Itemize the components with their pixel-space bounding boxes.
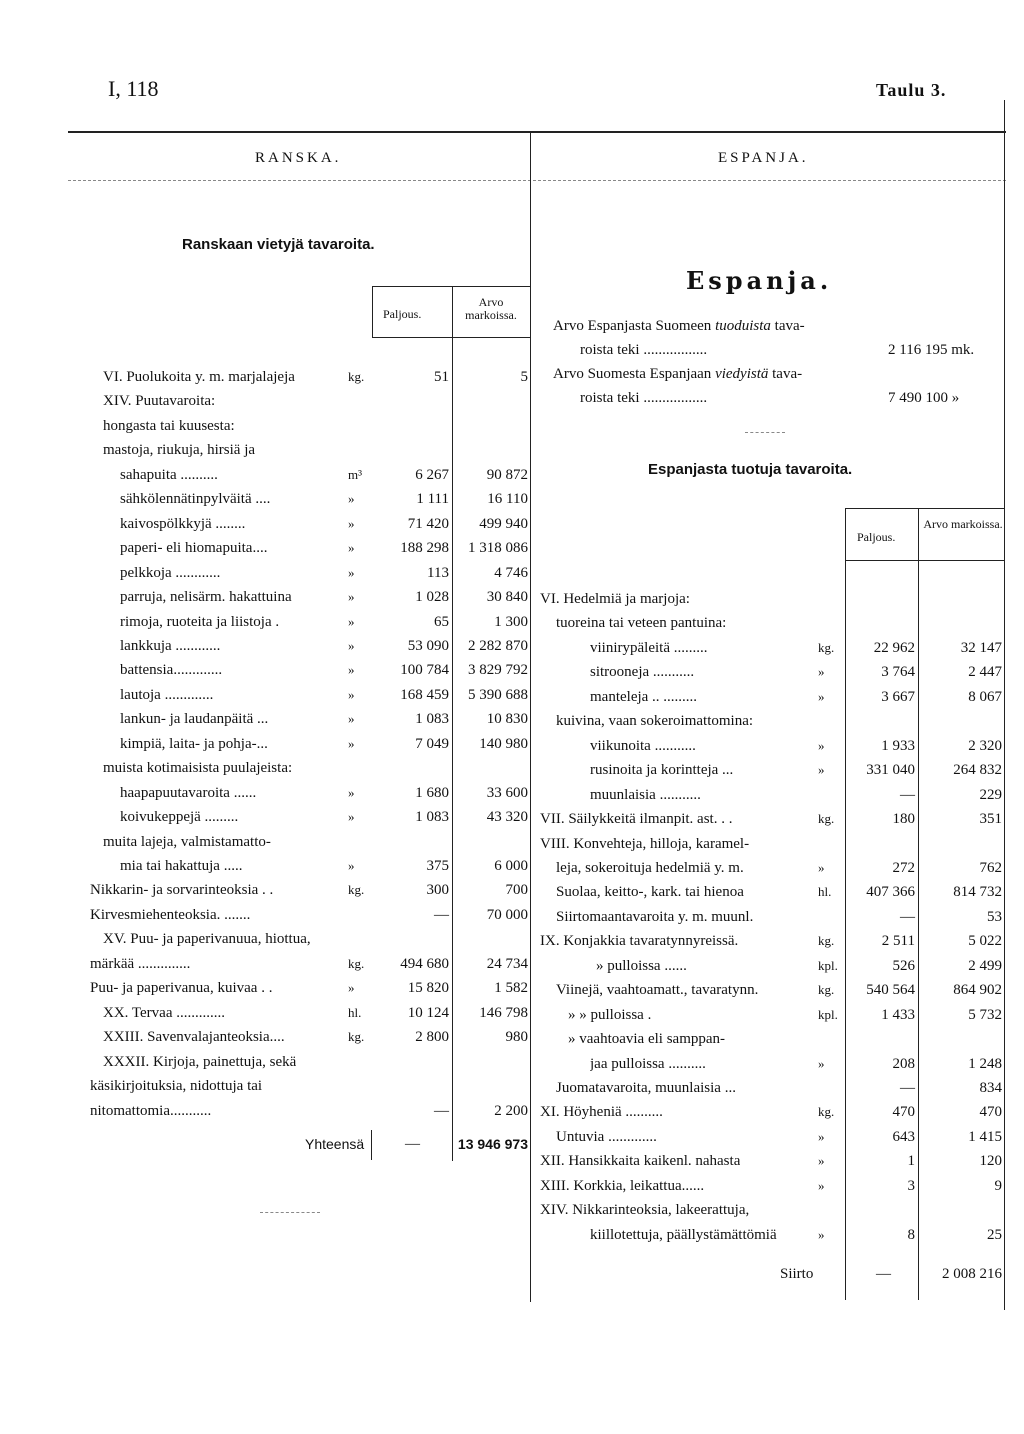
- left-row-label: pelkkoja ............: [120, 564, 221, 581]
- right-row-label: VIII. Konvehteja, hilloja, karamel-: [540, 835, 750, 852]
- right-row-label: Siirtomaantavaroita y. m. muunl.: [556, 908, 754, 925]
- right-row-label: XI. Höyheniä ..........: [540, 1104, 663, 1121]
- right-row-value: 53: [987, 908, 1002, 925]
- right-row-unit: kg.: [818, 1104, 835, 1120]
- right-row-quantity: 1 933: [881, 737, 915, 754]
- left-row-value: 24 734: [486, 955, 528, 972]
- left-col-value-header-text: Arvo markoissa.: [465, 295, 517, 322]
- right-section-title: Espanjasta tuotuja tavaroita.: [648, 461, 853, 478]
- right-row-label: XIV. Nikkarinteoksia, lakeerattuja,: [540, 1202, 750, 1219]
- left-row-unit: »: [348, 809, 355, 825]
- right-row-unit: kpl.: [818, 957, 838, 973]
- left-row-label: muita lajeja, valmistamatto-: [103, 833, 271, 850]
- summary-line-continued: roista teki .................: [580, 390, 708, 406]
- left-row-label: lautoja .............: [120, 686, 214, 703]
- left-row-unit: »: [348, 980, 355, 996]
- left-row-unit: »: [348, 711, 355, 727]
- right-row-label: » » pulloissa .: [568, 1006, 652, 1023]
- left-row-value: 5 390 688: [468, 686, 528, 703]
- left-row-unit: »: [348, 564, 355, 580]
- right-row-quantity: 8: [907, 1226, 915, 1243]
- left-row-value: 146 798: [479, 1004, 528, 1021]
- right-row-unit: »: [818, 1226, 825, 1242]
- right-row-unit: »: [818, 762, 825, 778]
- summary-value: 2 116 195 mk.: [888, 342, 975, 358]
- right-row-value: 2 320: [968, 737, 1002, 754]
- right-row-quantity: 3 667: [881, 688, 915, 705]
- left-row-quantity: 1 028: [415, 589, 449, 606]
- left-row-quantity: 168 459: [400, 686, 449, 703]
- left-row-quantity: 51: [434, 369, 449, 385]
- left-row-value: 499 940: [479, 515, 528, 532]
- left-col-quantity-header: Paljous.: [383, 307, 422, 321]
- left-row-unit: »: [348, 686, 355, 702]
- right-row-label: Untuvia .............: [556, 1128, 657, 1145]
- right-total-qty: —: [876, 1266, 891, 1282]
- right-col-value-header: [922, 518, 1004, 531]
- left-section-title: Ranskaan vietyjä tavaroita.: [182, 236, 375, 253]
- left-row-unit: »: [348, 662, 355, 678]
- right-row-label: » vaahtoavia eli samppan-: [568, 1031, 726, 1048]
- right-title: Espanja.: [686, 266, 833, 295]
- right-row-value: 8 067: [968, 688, 1002, 705]
- left-row-quantity: 100 784: [400, 662, 449, 679]
- right-row-quantity: —: [900, 1080, 915, 1096]
- right-row-value: 864 902: [953, 982, 1002, 999]
- left-row-unit: »: [348, 735, 355, 751]
- summary-line-emphasis: viedyistä: [715, 366, 769, 382]
- left-row-unit: »: [348, 515, 355, 531]
- right-row-quantity: 1 433: [881, 1006, 915, 1023]
- right-row-quantity: 470: [892, 1104, 915, 1121]
- left-row-quantity: 6 267: [415, 466, 449, 483]
- left-row-quantity: 2 800: [415, 1029, 449, 1046]
- right-row-label: Viinejä, vaahtoamatt., tavaratynn.: [556, 982, 759, 999]
- right-row-value: 1 248: [968, 1055, 1002, 1072]
- right-row-value: 9: [994, 1177, 1002, 1194]
- left-row-unit: kg.: [348, 1029, 365, 1045]
- left-row-label: muista kotimaisista puulajeista:: [103, 760, 293, 777]
- right-row-label: » pulloissa ......: [596, 957, 687, 974]
- left-total-value: 13 946 973: [457, 1136, 528, 1152]
- left-col-header-bottom: [372, 337, 530, 338]
- right-row-label: Juomatavaroita, muunlaisia ...: [556, 1080, 736, 1096]
- right-row-value: 120: [979, 1153, 1002, 1170]
- left-row-quantity: —: [434, 906, 449, 923]
- right-row-label: rusinoita ja korintteja ...: [590, 762, 734, 779]
- left-row-quantity: 15 820: [407, 980, 449, 997]
- left-col-divider-1: [372, 286, 373, 338]
- right-row-quantity: 180: [892, 811, 915, 828]
- left-total-qty: —: [405, 1136, 420, 1152]
- right-row-value: 229: [979, 786, 1002, 803]
- right-row-unit: »: [818, 1177, 825, 1193]
- left-row-value: 5: [520, 369, 528, 385]
- right-row-unit: kg.: [818, 639, 835, 655]
- left-row-label: koivukeppejä .........: [120, 809, 239, 826]
- right-row-value: 264 832: [953, 762, 1002, 779]
- summary-rule: [745, 432, 785, 433]
- right-row-unit: kg.: [818, 982, 835, 998]
- right-row-value: 25: [987, 1226, 1002, 1243]
- right-row-quantity: 331 040: [866, 762, 915, 779]
- right-row-label: tuoreina tai veteen pantuina:: [556, 615, 727, 632]
- left-row-quantity: 494 680: [400, 955, 449, 972]
- left-row-label: haapapuutavaroita ......: [120, 784, 257, 801]
- left-row-label: nitomattomia...........: [90, 1102, 212, 1119]
- right-row-label: kuivina, vaan sokeroimattomina:: [556, 713, 754, 730]
- left-row-label: Nikkarin- ja sorvarinteoksia . .: [90, 882, 274, 899]
- right-row-unit: »: [818, 859, 825, 875]
- right-row-value: 470: [979, 1104, 1002, 1121]
- right-row-label: manteleja .. .........: [590, 688, 698, 705]
- left-row-label: XXXII. Kirjoja, painettuja, sekä: [103, 1053, 297, 1070]
- right-row-label: Suolaa, keitto-, kark. tai hienoa: [556, 884, 744, 901]
- left-row-quantity: 1 083: [415, 711, 449, 728]
- right-row-quantity: 22 962: [873, 639, 915, 656]
- left-row-quantity: 1 680: [415, 784, 449, 801]
- right-row-label: muunlaisia ...........: [590, 786, 701, 803]
- left-row-value: 700: [505, 882, 528, 899]
- left-row-value: 4 746: [494, 564, 528, 581]
- left-row-label: käsikirjoituksia, nidottuja tai: [90, 1078, 263, 1095]
- left-row-label: Kirvesmiehenteoksia. .......: [90, 906, 251, 923]
- left-row-label: lankkuja ............: [120, 637, 221, 654]
- right-row-quantity: 2 511: [881, 933, 915, 950]
- summary-line-end: tava-: [768, 366, 803, 382]
- left-row-value: 10 830: [486, 711, 528, 728]
- left-row-value: 6 000: [494, 858, 528, 874]
- left-row-value: 3 829 792: [468, 662, 528, 679]
- left-row-quantity: 71 420: [407, 515, 449, 532]
- right-total-value: 2 008 216: [942, 1266, 1002, 1282]
- table-number: Taulu 3.: [876, 80, 947, 100]
- right-row-value: 834: [979, 1080, 1002, 1096]
- left-row-label: kaivospölkkyjä ........: [120, 515, 246, 532]
- right-row-unit: »: [818, 664, 825, 680]
- left-row-value: 1 318 086: [468, 540, 528, 557]
- left-row-unit: »: [348, 858, 355, 873]
- right-row-unit: »: [818, 1055, 825, 1071]
- right-border: [1004, 100, 1005, 1310]
- left-row-quantity: 7 049: [415, 735, 449, 752]
- right-row-label: jaa pulloissa ..........: [590, 1055, 706, 1072]
- left-total-divider: [371, 1130, 372, 1160]
- right-row-unit: »: [818, 1128, 825, 1144]
- left-row-label: XXIII. Savenvalajanteoksia....: [103, 1029, 285, 1046]
- left-row-value: 980: [505, 1029, 528, 1046]
- left-row-value: 90 872: [486, 466, 528, 483]
- left-row-value: 33 600: [486, 784, 528, 801]
- right-row-unit: kg.: [818, 811, 835, 827]
- left-row-unit: kg.: [348, 369, 365, 384]
- right-row-quantity: 526: [892, 957, 915, 974]
- left-row-unit: »: [348, 613, 355, 629]
- right-row-label: leja, sokeroituja hedelmiä y. m.: [556, 859, 744, 876]
- left-row-quantity: 375: [426, 858, 449, 874]
- right-row-quantity: 272: [892, 859, 915, 876]
- right-col-quantity-header: Paljous.: [857, 530, 896, 544]
- left-row-quantity: 188 298: [400, 540, 449, 557]
- middle-divider: [530, 132, 531, 1302]
- right-row-quantity: 3 764: [881, 664, 915, 681]
- right-row-label: viikunoita ...........: [590, 737, 696, 754]
- left-row-quantity: —: [434, 1102, 449, 1119]
- page-number: I, 118: [108, 76, 159, 101]
- country-header-right: ESPANJA.: [718, 150, 809, 166]
- summary-value: 7 490 100 »: [888, 390, 960, 406]
- left-row-label: märkää ..............: [90, 955, 191, 972]
- left-row-unit: »: [348, 784, 355, 800]
- left-row-value: 16 110: [487, 491, 528, 508]
- left-row-label: mastoja, riukuja, hirsiä ja: [103, 442, 256, 459]
- left-row-label: rimoja, ruoteita ja liistoja .: [120, 613, 280, 630]
- left-row-quantity: 1 111: [416, 491, 449, 508]
- left-row-quantity: 10 124: [407, 1004, 449, 1021]
- left-row-unit: »: [348, 637, 355, 653]
- right-row-unit: hl.: [818, 884, 832, 900]
- left-row-label: parruja, nelisärm. hakattuina: [120, 589, 292, 606]
- right-row-label: VII. Säilykkeitä ilmanpit. ast. . .: [540, 811, 733, 828]
- right-row-quantity: 643: [892, 1128, 915, 1145]
- right-row-value: 351: [979, 811, 1002, 828]
- right-row-value: 2 447: [968, 664, 1002, 681]
- left-row-label: XX. Tervaa .............: [103, 1004, 225, 1021]
- right-row-quantity: 540 564: [866, 982, 915, 999]
- left-total-label: Yhteensä: [305, 1136, 365, 1152]
- left-row-label: lankun- ja laudanpäitä ...: [120, 711, 269, 728]
- right-row-label: IX. Konjakkia tavaratynnyreissä.: [540, 933, 739, 950]
- left-row-value: 140 980: [479, 735, 528, 752]
- left-row-label: Puu- ja paperivanua, kuivaa . .: [90, 980, 273, 997]
- left-row-unit: m³: [348, 466, 363, 482]
- country-header-left: RANSKA.: [255, 150, 342, 166]
- right-row-value: 814 732: [953, 884, 1002, 901]
- left-row-value: 1 582: [494, 980, 528, 997]
- left-row-unit: »: [348, 589, 355, 605]
- summary-line-start: Arvo Espanjasta Suomeen: [553, 318, 716, 334]
- right-total-label: Siirto: [780, 1266, 814, 1282]
- right-row-label: XII. Hansikkaita kaikenl. nahasta: [540, 1153, 741, 1170]
- left-footer-rule: [260, 1212, 320, 1213]
- left-row-quantity: 300: [426, 882, 449, 899]
- left-col-value-header: [452, 296, 530, 322]
- right-row-quantity: 208: [892, 1055, 915, 1072]
- right-col-header-top: [845, 508, 1004, 509]
- left-col-header-top: [372, 286, 530, 287]
- left-row-value: 70 000: [486, 906, 528, 923]
- header-rule: [68, 180, 1006, 181]
- right-row-quantity: 1: [907, 1153, 915, 1170]
- right-col-header-bottom: [845, 560, 1004, 561]
- right-row-unit: »: [818, 737, 825, 753]
- right-row-label: kiillotettuja, päällystämättömiä: [590, 1226, 777, 1243]
- right-row-value: 5 022: [968, 933, 1002, 950]
- summary-line: [553, 318, 805, 335]
- top-rule: [68, 131, 1006, 133]
- right-row-label: viinirypäleitä .........: [590, 639, 708, 656]
- left-row-unit: »: [348, 491, 355, 507]
- summary-line-end: tava-: [770, 318, 805, 334]
- left-row-quantity: 113: [427, 564, 449, 581]
- right-row-unit: kpl.: [818, 1006, 838, 1022]
- left-row-value: 30 840: [486, 589, 528, 606]
- right-col-value-header-text: Arvo markoissa.: [923, 517, 1003, 531]
- left-row-label: sähkölennätinpylväitä ....: [120, 491, 271, 508]
- left-row-label: mia tai hakattuja .....: [120, 858, 243, 874]
- right-row-unit: kg.: [818, 933, 835, 949]
- left-row-label: kimpiä, laita- ja pohja-...: [120, 735, 268, 752]
- right-row-quantity: —: [900, 786, 915, 803]
- right-row-quantity: 407 366: [866, 884, 915, 901]
- left-row-unit: kg.: [348, 955, 365, 971]
- summary-line-emphasis: tuoduista: [715, 318, 771, 334]
- right-row-value: 1 415: [968, 1128, 1002, 1145]
- right-row-quantity: —: [900, 908, 915, 925]
- summary-line-start: Arvo Suomesta Espanjaan: [553, 366, 716, 382]
- summary-line: [553, 366, 802, 383]
- left-row-quantity: 1 083: [415, 809, 449, 826]
- left-row-label: XIV. Puutavaroita:: [103, 393, 216, 410]
- summary-line-continued: roista teki .................: [580, 342, 708, 358]
- right-row-unit: »: [818, 1153, 825, 1169]
- left-row-value: 43 320: [486, 809, 528, 826]
- left-row-label: paperi- eli hiomapuita....: [120, 540, 268, 557]
- right-row-label: sitrooneja ...........: [590, 664, 695, 681]
- left-row-label: hongasta tai kuusesta:: [103, 417, 235, 434]
- left-row-label: VI. Puolukoita y. m. marjalajeja: [103, 369, 295, 385]
- right-row-value: 5 732: [968, 1006, 1002, 1023]
- right-row-label: VI. Hedelmiä ja marjoja:: [540, 591, 690, 607]
- right-row-quantity: 3: [907, 1177, 915, 1194]
- right-row-unit: »: [818, 688, 825, 704]
- right-row-value: 762: [979, 859, 1002, 876]
- left-row-quantity: 53 090: [407, 637, 449, 654]
- right-row-value: 32 147: [960, 639, 1002, 656]
- left-row-value: 1 300: [494, 613, 528, 630]
- left-row-unit: »: [348, 540, 355, 556]
- right-row-label: XIII. Korkkia, leikattua......: [540, 1177, 705, 1194]
- left-row-value: 2 200: [494, 1102, 528, 1119]
- left-row-value: 2 282 870: [468, 637, 528, 654]
- left-row-unit: kg.: [348, 882, 365, 898]
- left-row-label: XV. Puu- ja paperivanuua, hiottua,: [103, 931, 311, 948]
- left-row-quantity: 65: [434, 613, 449, 630]
- left-row-label: battensia.............: [120, 662, 223, 679]
- left-row-unit: hl.: [348, 1004, 362, 1020]
- right-row-value: 2 499: [968, 957, 1002, 974]
- left-row-label: sahapuita ..........: [120, 466, 218, 483]
